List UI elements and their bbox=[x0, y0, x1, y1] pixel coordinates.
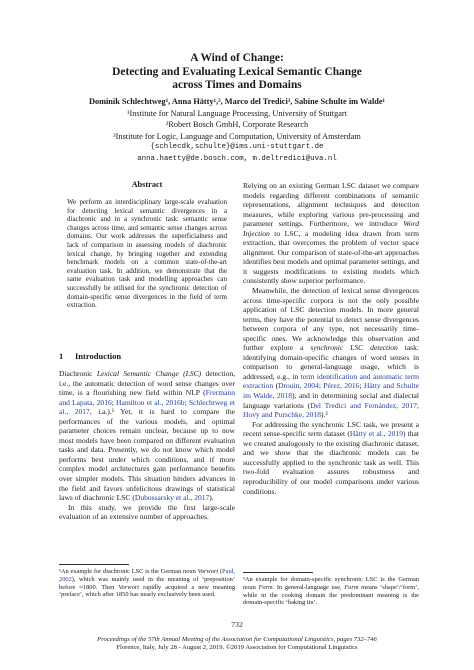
section-number: 1 bbox=[59, 351, 64, 361]
author-block bbox=[30, 96, 444, 166]
title-line-1: A Wind of Change: bbox=[190, 52, 284, 64]
citation-link[interactable]: Frermann and Lapata, 2016 bbox=[59, 388, 235, 407]
page-number: 732 bbox=[231, 620, 243, 629]
citation-link[interactable]: Hovy and Purschke, 2018 bbox=[243, 410, 321, 420]
citation-link[interactable]: Hätty and Schulte im Walde, 2018 bbox=[243, 381, 420, 401]
section-title: Introduction bbox=[75, 351, 122, 361]
abstract-heading: Abstract bbox=[131, 180, 163, 189]
footnote-1: ¹An example for diachronic LSC is the German noun Vorwort (Paul, 2002), which was mainly used in the meaning of ‘preposition’ before ≈1800. Then Vorwort rapidly acquired a new meaning ‘preface’, which after 1850 has nearly exclusively been used. bbox=[59, 568, 236, 599]
footer-line-2: Florence, Italy, July 28 - August 2, 2019. ©2019 Association for Computational Linguistics bbox=[116, 644, 358, 652]
affiliation-3: ³Institute for Logic, Language and Computation, University of Amsterdam bbox=[113, 131, 361, 141]
intro-paragraph-2: In this study, we provide the first large-scale evaluation of an extensive number of approaches. bbox=[59, 502, 235, 522]
right-paragraph-3: For addressing the synchronic LSC task, we present a recent sense-specific term dataset (Hätty et al., 2019) that we created analogously to the existing diachronic dataset, and we show that the diachronic models can be successfully applied to the synchronic task as well. This two-fold evaluation assures robustness and reproducibility of our model comparisons under various conditions. bbox=[243, 419, 419, 496]
affiliation-2: ²Robert Bosch GmbH, Corporate Research bbox=[165, 120, 309, 130]
author-names: Dominik Schlechtweg¹, Anna Hätty¹,², Marco del Tredici³, Sabine Schulte im Walde¹ bbox=[88, 97, 386, 106]
email-line-2[interactable]: anna.haetty@de.bosch.com, m.deltredici@uva.nl bbox=[137, 154, 337, 163]
email-line-1[interactable]: {schlecdk,schulte}@ims.uni-stuttgart.de bbox=[150, 143, 324, 152]
footnote-2: ²An example for domain-specific synchronic LSC is the German noun Form. In general-language use, Form means ‘shape’/‘form’, while in the cooking domain the predominant meaning is the domain-specific ‘baking tin’. bbox=[243, 576, 419, 607]
paper-title bbox=[40, 52, 434, 93]
title-line-2: Detecting and Evaluating Lexical Semantic Change bbox=[112, 65, 362, 78]
footnote-rule bbox=[243, 572, 313, 573]
citation-link[interactable]: Del Tredici and Fernández, 2017 bbox=[310, 400, 417, 410]
affiliation-1: ¹Institute for Natural Language Processing, University of Stuttgart bbox=[126, 108, 347, 118]
footnote-rule bbox=[59, 564, 129, 565]
intro-column bbox=[59, 369, 235, 522]
citation-link[interactable]: Paul, 2002 bbox=[59, 568, 236, 583]
title-line-3: across Times and Domains bbox=[172, 79, 302, 91]
section-heading-introduction bbox=[59, 351, 121, 361]
right-column bbox=[243, 181, 419, 496]
citation-link[interactable]: Drouin, 2004 bbox=[278, 381, 319, 391]
citation-link[interactable]: term identification and automatic term extraction bbox=[243, 371, 419, 391]
proceedings-footer bbox=[0, 636, 474, 652]
citation-link[interactable]: Pérez, 2016 bbox=[323, 381, 360, 391]
citation-link[interactable]: Schlechtweg et al., 2017 bbox=[59, 397, 236, 417]
intro-paragraph-1: Diachronic Lexical Semantic Change (LSC) detection, i.e., the automatic detection of word sense changes over time, is a flourishing new field within NLP (Frermann and Lapata, 2016; Hamilton et al., 2016b; Schlechtweg et al., 2017, i.a.).¹ Yet, it is hard to compare the performances of the various models, and optimal parameter choices remain unclear, because up to now most models have been compared on different evaluation tasks and data. Presently, we do not know which model performs best under which conditions, and if more complex model architectures gain performance benefits over simpler models. This situation hinders advances in the field and favors unfelicitous drawings of statistical laws of diachronic LSC (Dubossarsky et al., 2017). bbox=[59, 369, 236, 503]
citation-link[interactable]: Hamilton et al., 2016b bbox=[116, 397, 185, 407]
footer-line-1: Proceedings of the 57th Annual Meeting of the Association for Computational Linguistics, pages 732–746 bbox=[97, 636, 377, 643]
citation-link[interactable]: Hätty et al., 2019 bbox=[349, 429, 403, 439]
citation-link[interactable]: Dubossarsky et al., 2017 bbox=[134, 493, 210, 503]
right-paragraph-2: Meanwhile, the detection of lexical sense divergences across time-specific corpora is not the only possible application of LSC detection models. In more general terms, they have the potential to detect sense divergences between corpora of any type, not necessarily time-specific ones. We acknowledge this observation and further explore a synchronic LSC detection task: identifying domain-specific changes of word senses in comparison to general-language usage, which is addressed, e.g., in term identification and automatic term extraction (Drouin, 2004; Pérez, 2016; Hätty and Schulte im Walde, 2018), and in determining social and dialectal language variations (Del Tredici and Fernández, 2017; Hovy and Purschke, 2018).² bbox=[243, 286, 420, 420]
abstract-text: We perform an interdisciplinary large-scale evaluation for detecting lexical semantic divergences in a diachronic and in a synchronic task: semantic sense changes across time, and semantic sense changes across domains. Our work addresses the superficialness and lack of comparison in assessing models of diachronic lexical change, by bringing together and extending benchmark models on a common state-of-the-art evaluation task. In addition, we demonstrate that the same evaluation task and modelling approaches can successfully be utilised for the synchronic detection of domain-specific sense divergences in the field of term extraction. bbox=[67, 198, 227, 310]
right-paragraph-1: Relying on an existing German LSC dataset we compare models regarding different combinations of semantic representations, alignment techniques and detection measures, while exploring various pre-processing and parameter settings. Furthermore, we introduce Word Injection to LSC, a modeling idea drawn from term extraction, that overcomes the problem of vector space alignment. Our comparison of state-of-the-art approaches identifies best models and optimal parameter settings, and it suggests modifications to existing models which consistently show superior performance. bbox=[243, 181, 419, 286]
